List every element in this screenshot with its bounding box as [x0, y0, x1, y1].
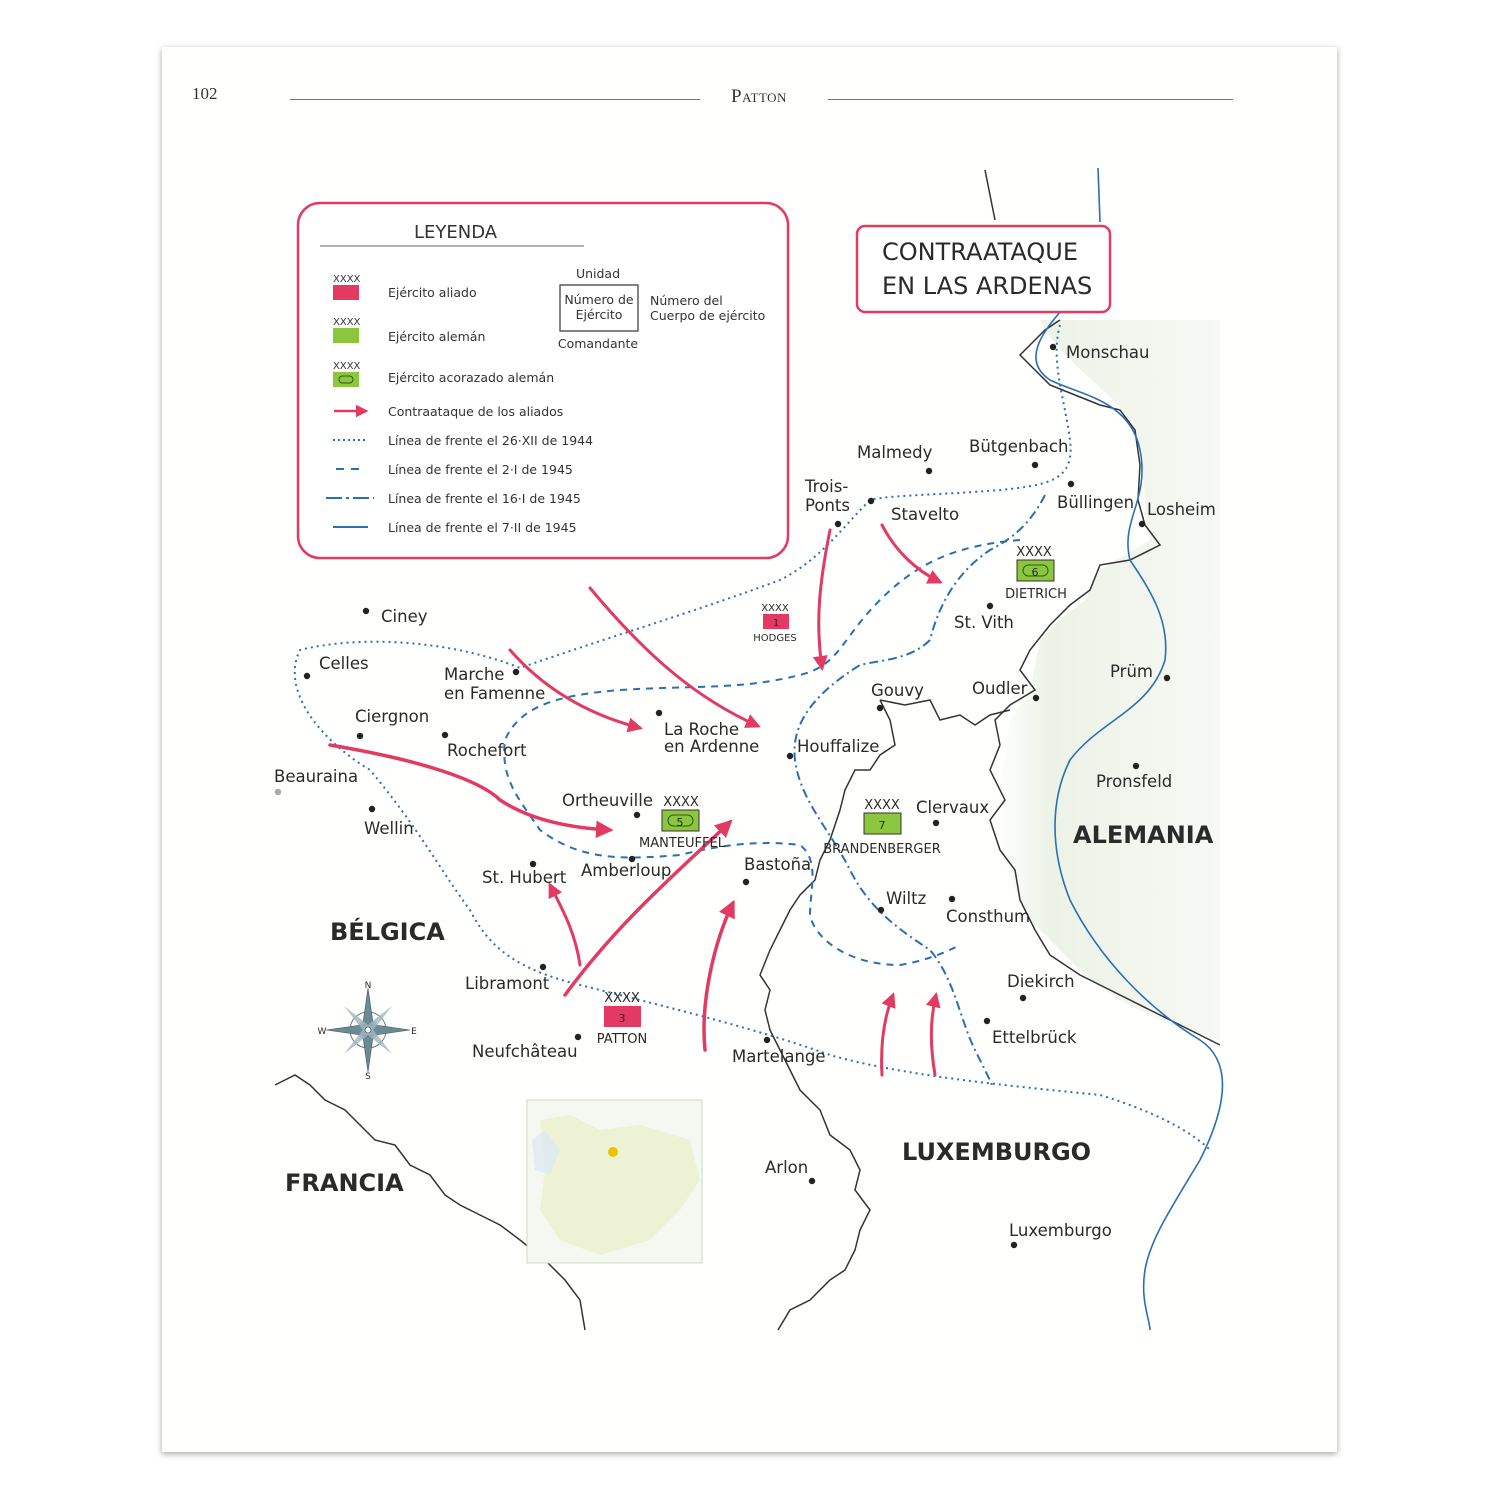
svg-text:XXXX: XXXX	[604, 991, 640, 1006]
svg-text:3: 3	[618, 1012, 626, 1025]
city-bastona: Bastoña	[744, 855, 812, 874]
city-ciney: Ciney	[381, 607, 428, 626]
svg-text:XXXX: XXXX	[333, 274, 361, 285]
svg-text:7: 7	[878, 819, 886, 832]
svg-text:Ejército: Ejército	[575, 307, 623, 322]
svg-text:Unidad: Unidad	[575, 266, 621, 281]
city-ortheuville: Ortheuville	[562, 791, 653, 810]
legend-title: LEYENDA	[414, 222, 498, 243]
svg-text:MANTEUFFEL: MANTEUFFEL	[639, 836, 725, 851]
svg-text:Ejército aliado: Ejército aliado	[388, 285, 477, 300]
svg-text:6: 6	[1031, 566, 1039, 579]
city-butgenbach: Bütgenbach	[969, 437, 1069, 456]
city-malmedy: Malmedy	[857, 443, 933, 462]
city-laroche-2: en Ardenne	[664, 737, 760, 756]
city-consthum: Consthum	[946, 907, 1031, 926]
city-amberloup: Amberloup	[581, 861, 672, 880]
city-trois-ponts-2: Ponts	[805, 496, 850, 515]
city-ettelbruck: Ettelbrück	[992, 1028, 1077, 1047]
city-diekirch: Diekirch	[1007, 972, 1075, 991]
svg-text:XXXX: XXXX	[333, 317, 361, 328]
compass-n: N	[364, 981, 372, 991]
city-beauraina: Beauraina	[274, 767, 359, 786]
unit-hodges	[753, 603, 797, 644]
city-marche-1: Marche	[444, 665, 505, 684]
svg-text:XXXX: XXXX	[663, 795, 699, 810]
svg-text:Línea de frente el 26·XII de 1: Línea de frente el 26·XII de 1944	[388, 433, 594, 448]
city-marche-2: en Famenne	[444, 684, 546, 703]
inset-location-marker	[608, 1147, 618, 1157]
city-losheim: Losheim	[1147, 500, 1216, 519]
compass-w: W	[317, 1027, 327, 1037]
city-trois-ponts-1: Trois-	[805, 477, 849, 496]
city-monschau: Monschau	[1066, 343, 1150, 362]
city-clervaux: Clervaux	[916, 798, 990, 817]
legend	[298, 203, 788, 558]
city-rochefort: Rochefort	[447, 741, 527, 760]
country-france: FRANCIA	[285, 1169, 404, 1197]
city-ciergnon: Ciergnon	[355, 707, 430, 726]
city-celles: Celles	[319, 654, 369, 673]
map-title-line2: EN LAS ARDENAS	[882, 272, 1093, 300]
country-luxembourg: LUXEMBURGO	[902, 1138, 1092, 1166]
svg-text:XXXX: XXXX	[1016, 545, 1052, 560]
svg-text:XXXX: XXXX	[761, 603, 789, 614]
city-wellin: Wellin	[364, 819, 414, 838]
country-belgium: BÉLGICA	[330, 918, 445, 946]
city-luxemburgo: Luxemburgo	[1009, 1221, 1112, 1240]
svg-text:BRANDENBERGER: BRANDENBERGER	[823, 842, 941, 857]
city-stvith: St. Vith	[954, 613, 1014, 632]
svg-text:Número del: Número del	[650, 293, 723, 308]
svg-text:XXXX: XXXX	[864, 798, 900, 813]
svg-text:Comandante: Comandante	[557, 336, 639, 351]
svg-text:Contraataque de los aliados: Contraataque de los aliados	[388, 404, 564, 419]
svg-text:Línea de frente el 2·I de 1945: Línea de frente el 2·I de 1945	[388, 462, 573, 477]
city-prum: Prüm	[1110, 662, 1153, 681]
city-arlon: Arlon	[765, 1158, 809, 1177]
svg-text:Número de: Número de	[564, 292, 634, 307]
running-title: Patton	[731, 86, 787, 107]
city-wiltz: Wiltz	[886, 889, 927, 908]
compass-s: S	[365, 1072, 371, 1082]
legend-allied-swatch	[333, 285, 359, 300]
germany-area	[995, 320, 1220, 1040]
city-gouvy: Gouvy	[871, 681, 924, 700]
city-laroche-1: La Roche	[664, 720, 740, 739]
unit-patton	[597, 991, 648, 1047]
svg-text:PATTON: PATTON	[596, 1032, 648, 1047]
city-stavelto: Stavelto	[891, 505, 960, 524]
city-neufchateau: Neufchâteau	[472, 1042, 578, 1061]
svg-text:Cuerpo de ejército: Cuerpo de ejército	[650, 308, 766, 323]
svg-text:Línea de frente el 7·II de 194: Línea de frente el 7·II de 1945	[388, 520, 577, 535]
city-sthubert: St. Hubert	[482, 868, 567, 887]
legend-german-swatch	[333, 328, 359, 343]
city-oudler: Oudler	[972, 679, 1028, 698]
europe-inset-map	[527, 1100, 702, 1263]
legend-armored-swatch	[333, 372, 359, 387]
map-title-line1: CONTRAATAQUE	[882, 238, 1079, 266]
svg-text:Línea de frente el 16·I de 194: Línea de frente el 16·I de 1945	[388, 491, 581, 506]
compass-rose	[326, 988, 410, 1072]
svg-text:1: 1	[772, 618, 780, 629]
unit-dietrich	[1005, 545, 1067, 602]
svg-text:DIETRICH: DIETRICH	[1005, 587, 1067, 602]
svg-text:HODGES: HODGES	[753, 633, 797, 644]
city-bullingen: Büllingen	[1057, 493, 1135, 512]
page-number: 102	[192, 84, 218, 103]
city-houffalize: Houffalize	[797, 737, 880, 756]
city-libramont: Libramont	[465, 974, 550, 993]
svg-text:Ejército alemán: Ejército alemán	[388, 329, 486, 344]
compass-e: E	[411, 1027, 417, 1037]
svg-text:5: 5	[676, 816, 684, 829]
city-martelange: Martelange	[732, 1047, 826, 1066]
svg-text:XXXX: XXXX	[333, 361, 361, 372]
svg-text:Ejército acorazado alemán: Ejército acorazado alemán	[388, 370, 555, 385]
city-pronsfeld: Pronsfeld	[1096, 772, 1173, 791]
country-germany: ALEMANIA	[1073, 821, 1214, 849]
